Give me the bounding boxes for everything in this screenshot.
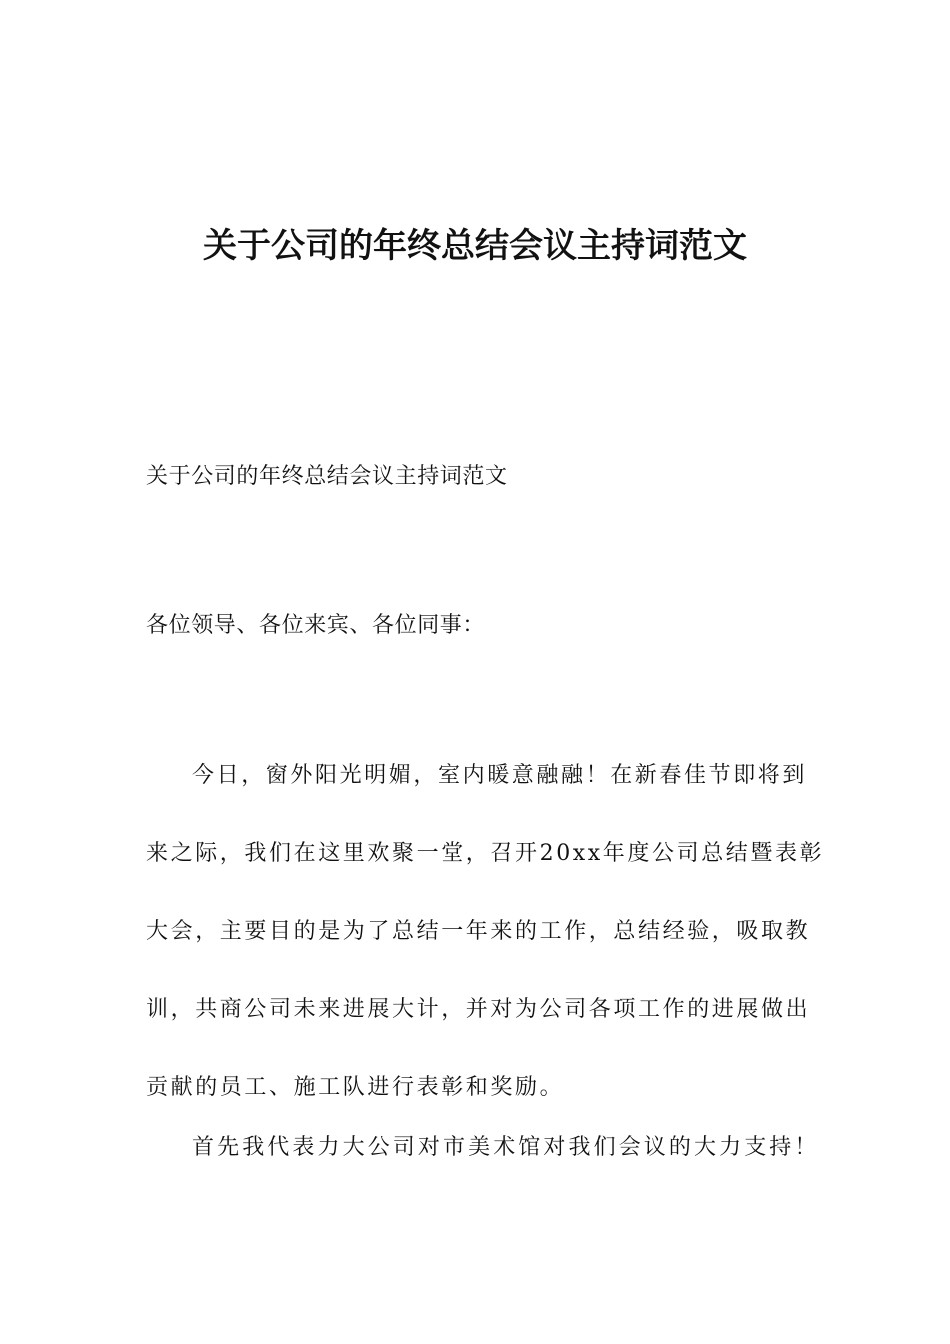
paragraph-line: 大会，主要目的是为了总结一年来的工作，总结经验，吸取教	[146, 919, 811, 944]
paragraph-thanks	[146, 1133, 820, 1211]
document-subtitle: 关于公司的年终总结会议主持词范文	[146, 464, 508, 489]
salutation: 各位领导、各位来宾、各位同事：	[146, 613, 486, 638]
paragraph-opening	[146, 761, 825, 1151]
paragraph-line: 训，共商公司未来进展大计，并对为公司各项工作的进展做出	[146, 997, 811, 1022]
paragraph-line: 来之际，我们在这里欢聚一堂，召开20xx年度公司总结暨表彰	[146, 841, 825, 866]
paragraph-line: 贡献的员工、施工队进行表彰和奖励。	[146, 1075, 565, 1100]
paragraph-line: 首先我代表力大公司对市美术馆对我们会议的大力支持！	[192, 1135, 820, 1160]
document-title: 关于公司的年终总结会议主持词范文	[203, 226, 747, 266]
paragraph-line: 今日，窗外阳光明媚，室内暖意融融！在新春佳节即将到	[192, 763, 808, 788]
